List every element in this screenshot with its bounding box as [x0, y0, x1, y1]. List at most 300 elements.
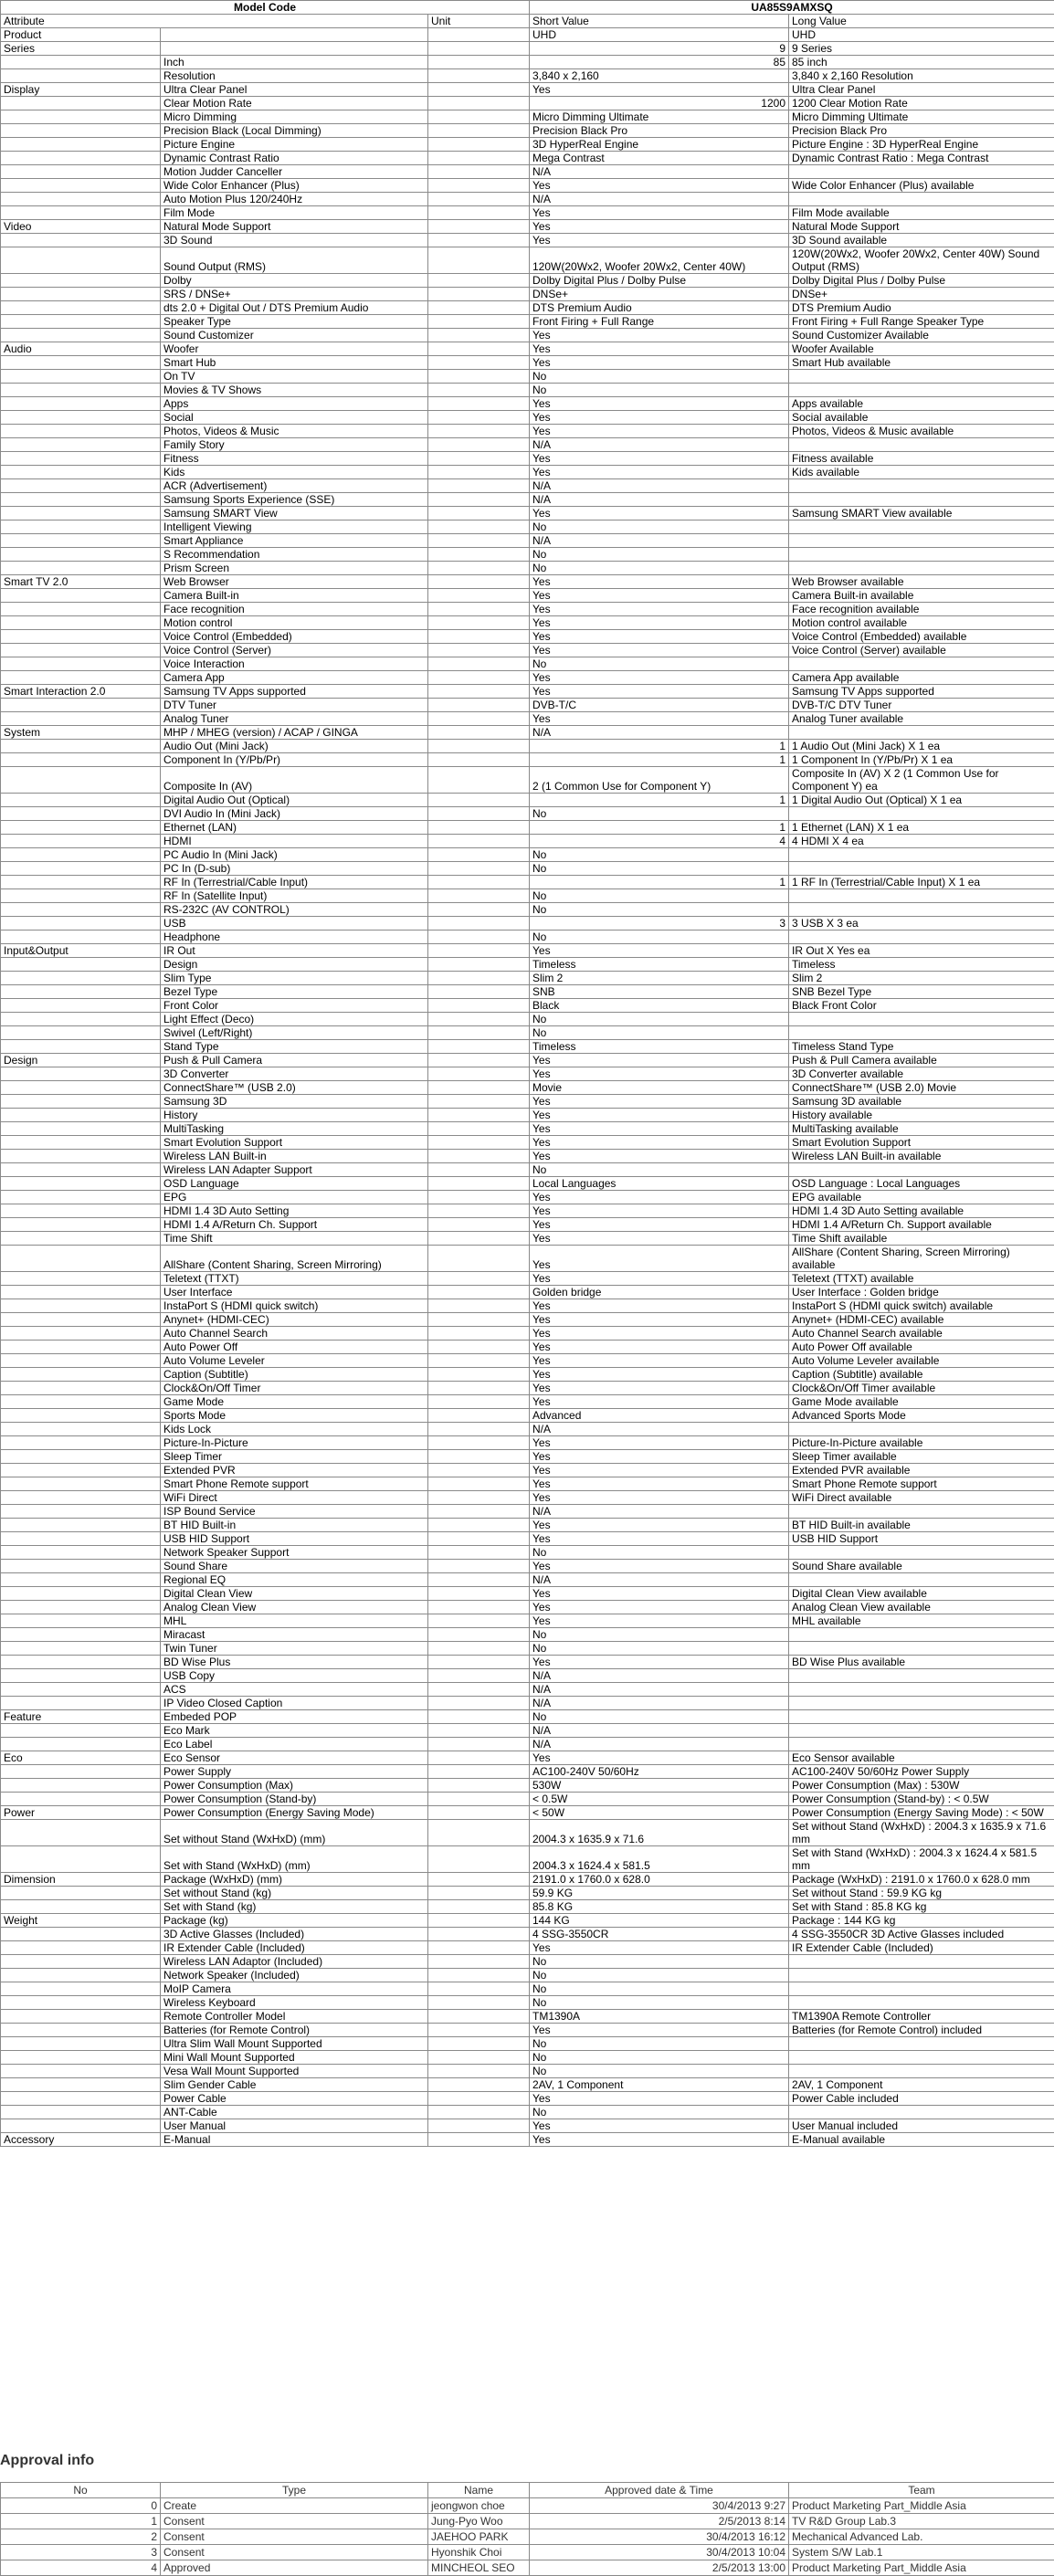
spec-category [1, 1519, 161, 1532]
spec-row [1, 1969, 1054, 1982]
spec-short-value: UHD [530, 28, 789, 42]
spec-long-value [789, 1710, 1054, 1724]
spec-short-value: Local Languages [530, 1177, 789, 1191]
spec-unit [428, 1751, 530, 1765]
spec-short-value: DTS Premium Audio [530, 301, 789, 315]
spec-long-value: MHL available [789, 1614, 1054, 1628]
spec-short-value: Advanced [530, 1409, 789, 1423]
approval-name: JAEHOO PARK [428, 2529, 530, 2545]
spec-attribute: InstaPort S (HDMI quick switch) [161, 1299, 428, 1313]
spec-attribute: Power Consumption (Stand-by) [161, 1793, 428, 1806]
spec-short-value: Yes [530, 671, 789, 685]
spec-short-value: 3,840 x 2,160 [530, 69, 789, 83]
spec-short-value: No [530, 1163, 789, 1177]
spec-short-value: N/A [530, 438, 789, 452]
spec-category [1, 179, 161, 193]
spec-long-value: Timeless [789, 958, 1054, 972]
spec-short-value: Yes [530, 1191, 789, 1204]
spec-attribute: Caption (Subtitle) [161, 1368, 428, 1382]
spec-category [1, 1900, 161, 1914]
spec-short-value: Yes [530, 329, 789, 342]
spec-long-value [789, 1026, 1054, 1040]
spec-row [1, 1491, 1054, 1505]
spec-short-value: No [530, 862, 789, 876]
spec-long-value: 120W(20Wx2, Woofer 20Wx2, Center 40W) Sound Output (RMS) [789, 247, 1054, 274]
spec-category [1, 1382, 161, 1395]
spec-long-value [789, 1969, 1054, 1982]
spec-row [1, 1519, 1054, 1532]
spec-short-value: Dolby Digital Plus / Dolby Pulse [530, 274, 789, 288]
spec-long-value: Auto Power Off available [789, 1341, 1054, 1354]
spec-short-value: Yes [530, 2024, 789, 2037]
spec-short-value: DNSe+ [530, 288, 789, 301]
spec-attribute: Miracast [161, 1628, 428, 1642]
approval-team: System S/W Lab.1 [789, 2545, 1054, 2560]
spec-unit [428, 1779, 530, 1793]
approval-row [1, 2560, 1054, 2576]
spec-short-value: Yes [530, 630, 789, 644]
spec-long-value: Motion control available [789, 616, 1054, 630]
spec-row [1, 1642, 1054, 1656]
spec-unit [428, 562, 530, 575]
spec-category [1, 1941, 161, 1955]
spec-unit [428, 2037, 530, 2051]
approval-no: 1 [1, 2514, 161, 2529]
spec-long-value: Camera App available [789, 671, 1054, 685]
spec-row [1, 1109, 1054, 1122]
spec-attribute: Camera App [161, 671, 428, 685]
spec-row [1, 1313, 1054, 1327]
spec-short-value: 3 [530, 917, 789, 931]
spec-category: Smart TV 2.0 [1, 575, 161, 589]
spec-unit [428, 972, 530, 985]
spec-row [1, 1136, 1054, 1150]
spec-long-value: Analog Clean View available [789, 1601, 1054, 1614]
spec-category: Product [1, 28, 161, 42]
spec-row [1, 329, 1054, 342]
spec-long-value: Eco Sensor available [789, 1751, 1054, 1765]
spec-attribute: AllShare (Content Sharing, Screen Mirroring) [161, 1246, 428, 1272]
spec-category [1, 616, 161, 630]
spec-row [1, 2037, 1054, 2051]
spec-long-value: 3D Sound available [789, 234, 1054, 247]
spec-category [1, 479, 161, 493]
spec-unit [428, 1914, 530, 1928]
spec-attribute: Speaker Type [161, 315, 428, 329]
spec-short-value: Yes [530, 1150, 789, 1163]
spec-short-value: Yes [530, 1587, 789, 1601]
spec-row [1, 726, 1054, 740]
spec-long-value: Package (WxHxD) : 2191.0 x 1760.0 x 628.0 mm [789, 1873, 1054, 1887]
spec-attribute: Analog Tuner [161, 712, 428, 726]
spec-row [1, 1765, 1054, 1779]
spec-unit [428, 1272, 530, 1286]
spec-attribute: Clock&On/Off Timer [161, 1382, 428, 1395]
spec-long-value: BD Wise Plus available [789, 1656, 1054, 1669]
spec-unit [428, 767, 530, 794]
spec-unit [428, 138, 530, 152]
approval-team: Mechanical Advanced Lab. [789, 2529, 1054, 2545]
spec-attribute: MoIP Camera [161, 1982, 428, 1996]
spec-short-value: Black [530, 999, 789, 1013]
spec-row [1, 138, 1054, 152]
spec-long-value: DNSe+ [789, 288, 1054, 301]
spec-category [1, 97, 161, 110]
spec-row [1, 274, 1054, 288]
model-code-value: UA85S9AMXSQ [530, 1, 1054, 15]
spec-row [1, 1218, 1054, 1232]
spec-short-value: 2004.3 x 1635.9 x 71.6 [530, 1820, 789, 1846]
spec-attribute: Stand Type [161, 1040, 428, 1054]
spec-category [1, 288, 161, 301]
spec-long-value: Black Front Color [789, 999, 1054, 1013]
spec-attribute: E-Manual [161, 2133, 428, 2147]
spec-long-value: User Manual included [789, 2119, 1054, 2133]
spec-category [1, 1928, 161, 1941]
spec-row [1, 807, 1054, 821]
spec-short-value: 9 [530, 42, 789, 56]
spec-long-value: UHD [789, 28, 1054, 42]
spec-long-value: Power Cable included [789, 2092, 1054, 2106]
spec-long-value: Timeless Stand Type [789, 1040, 1054, 1054]
spec-short-value: Movie [530, 1081, 789, 1095]
spec-short-value: Yes [530, 452, 789, 466]
spec-long-value: Power Consumption (Energy Saving Mode) : < 50W [789, 1806, 1054, 1820]
spec-row [1, 1081, 1054, 1095]
spec-long-value [789, 370, 1054, 384]
spec-unit [428, 247, 530, 274]
spec-long-value: Sound Customizer Available [789, 329, 1054, 342]
spec-row [1, 1587, 1054, 1601]
spec-category: Audio [1, 342, 161, 356]
spec-row [1, 479, 1054, 493]
spec-unit [428, 835, 530, 848]
spec-short-value: 144 KG [530, 1914, 789, 1928]
spec-long-value: ConnectShare™ (USB 2.0) Movie [789, 1081, 1054, 1095]
spec-attribute: Resolution [161, 69, 428, 83]
approval-team: TV R&D Group Lab.3 [789, 2514, 1054, 2529]
spec-short-value: Yes [530, 1601, 789, 1614]
spec-short-value: 120W(20Wx2, Woofer 20Wx2, Center 40W) [530, 247, 789, 274]
spec-unit [428, 1354, 530, 1368]
spec-long-value: Social available [789, 411, 1054, 425]
spec-row [1, 507, 1054, 520]
spec-unit [428, 1532, 530, 1546]
spec-unit [428, 1546, 530, 1560]
spec-attribute: Samsung Sports Experience (SSE) [161, 493, 428, 507]
spec-category [1, 1683, 161, 1697]
spec-long-value [789, 384, 1054, 397]
spec-attribute: Digital Clean View [161, 1587, 428, 1601]
spec-short-value: Yes [530, 1614, 789, 1628]
spec-short-value: No [530, 1996, 789, 2010]
spec-unit [428, 152, 530, 165]
spec-long-value: Kids available [789, 466, 1054, 479]
spec-unit [428, 1368, 530, 1382]
spec-unit [428, 712, 530, 726]
spec-long-value: Auto Channel Search available [789, 1327, 1054, 1341]
spec-long-value [789, 479, 1054, 493]
spec-attribute: Analog Clean View [161, 1601, 428, 1614]
spec-category: Weight [1, 1914, 161, 1928]
spec-category [1, 2106, 161, 2119]
approval-col-name: Name [428, 2483, 530, 2498]
spec-long-value: Advanced Sports Mode [789, 1409, 1054, 1423]
spec-long-value: Set without Stand : 59.9 KG kg [789, 1887, 1054, 1900]
spec-unit [428, 1683, 530, 1697]
spec-unit [428, 493, 530, 507]
spec-category [1, 452, 161, 466]
spec-row [1, 1191, 1054, 1204]
spec-row [1, 876, 1054, 889]
spec-long-value: Film Mode available [789, 206, 1054, 220]
spec-category [1, 2119, 161, 2133]
spec-unit [428, 56, 530, 69]
spec-row [1, 1560, 1054, 1573]
spec-attribute: HDMI 1.4 3D Auto Setting [161, 1204, 428, 1218]
spec-short-value: 59.9 KG [530, 1887, 789, 1900]
spec-category [1, 931, 161, 944]
spec-category [1, 1095, 161, 1109]
spec-long-value: History available [789, 1109, 1054, 1122]
spec-row [1, 671, 1054, 685]
spec-row [1, 1779, 1054, 1793]
spec-unit [428, 1204, 530, 1218]
spec-short-value: No [530, 889, 789, 903]
spec-row [1, 206, 1054, 220]
spec-row [1, 1887, 1054, 1900]
spec-row [1, 753, 1054, 767]
spec-unit [428, 1765, 530, 1779]
spec-row [1, 1450, 1054, 1464]
spec-attribute: Auto Motion Plus 120/240Hz [161, 193, 428, 206]
approval-date: 30/4/2013 9:27 [530, 2498, 789, 2514]
spec-row [1, 1286, 1054, 1299]
spec-unit [428, 452, 530, 466]
spec-unit [428, 575, 530, 589]
spec-category [1, 767, 161, 794]
spec-attribute: Regional EQ [161, 1573, 428, 1587]
spec-row [1, 616, 1054, 630]
spec-short-value: 2004.3 x 1624.4 x 581.5 [530, 1846, 789, 1873]
spec-row [1, 83, 1054, 97]
spec-long-value: OSD Language : Local Languages [789, 1177, 1054, 1191]
spec-row [1, 1382, 1054, 1395]
spec-row [1, 1900, 1054, 1914]
spec-short-value: Slim 2 [530, 972, 789, 985]
spec-row [1, 548, 1054, 562]
spec-long-value [789, 2051, 1054, 2065]
spec-row [1, 534, 1054, 548]
spec-category [1, 1546, 161, 1560]
spec-attribute: Twin Tuner [161, 1642, 428, 1656]
spec-attribute: Kids [161, 466, 428, 479]
spec-attribute: Sports Mode [161, 1409, 428, 1423]
spec-long-value [789, 1163, 1054, 1177]
spec-attribute: Mini Wall Mount Supported [161, 2051, 428, 2065]
spec-unit [428, 274, 530, 288]
spec-long-value: Analog Tuner available [789, 712, 1054, 726]
spec-long-value: Extended PVR available [789, 1464, 1054, 1477]
spec-long-value [789, 1423, 1054, 1436]
spec-unit [428, 1587, 530, 1601]
spec-row [1, 1395, 1054, 1409]
spec-long-value [789, 1738, 1054, 1751]
spec-long-value: 9 Series [789, 42, 1054, 56]
spec-short-value: 2 (1 Common Use for Component Y) [530, 767, 789, 794]
approval-date: 2/5/2013 13:00 [530, 2560, 789, 2576]
spec-short-value: AC100-240V 50/60Hz [530, 1765, 789, 1779]
spec-attribute: IR Out [161, 944, 428, 958]
spec-attribute: Dynamic Contrast Ratio [161, 152, 428, 165]
spec-long-value: Woofer Available [789, 342, 1054, 356]
spec-category [1, 1779, 161, 1793]
spec-row [1, 1423, 1054, 1436]
spec-category [1, 1204, 161, 1218]
spec-attribute: Power Cable [161, 2092, 428, 2106]
spec-unit [428, 370, 530, 384]
spec-category [1, 835, 161, 848]
spec-category [1, 876, 161, 889]
spec-category [1, 520, 161, 534]
spec-row [1, 1532, 1054, 1546]
spec-unit [428, 944, 530, 958]
spec-unit [428, 1409, 530, 1423]
spec-row [1, 1793, 1054, 1806]
spec-category [1, 507, 161, 520]
spec-short-value: No [530, 370, 789, 384]
spec-short-value: Yes [530, 1450, 789, 1464]
spec-long-value: E-Manual available [789, 2133, 1054, 2147]
spec-attribute: Set with Stand (kg) [161, 1900, 428, 1914]
spec-row [1, 931, 1054, 944]
approval-header-row [1, 2483, 1054, 2498]
spec-long-value: Face recognition available [789, 603, 1054, 616]
spec-unit [428, 2133, 530, 2147]
spec-category [1, 1040, 161, 1054]
spec-attribute: MHP / MHEG (version) / ACAP / GINGA [161, 726, 428, 740]
spec-unit [428, 1710, 530, 1724]
spec-category [1, 1846, 161, 1873]
spec-long-value: 1 Audio Out (Mini Jack) X 1 ea [789, 740, 1054, 753]
spec-unit [428, 862, 530, 876]
spec-unit [428, 1614, 530, 1628]
spec-category [1, 356, 161, 370]
spec-long-value: Voice Control (Server) available [789, 644, 1054, 657]
spec-row [1, 2024, 1054, 2037]
spec-row [1, 179, 1054, 193]
spec-long-value [789, 2065, 1054, 2078]
spec-long-value: BT HID Built-in available [789, 1519, 1054, 1532]
spec-long-value: Set with Stand (WxHxD) : 2004.3 x 1624.4 x 581.5 mm [789, 1846, 1054, 1873]
spec-long-value: 4 HDMI X 4 ea [789, 835, 1054, 848]
spec-unit [428, 958, 530, 972]
spec-attribute: Clear Motion Rate [161, 97, 428, 110]
spec-row [1, 1246, 1054, 1272]
spec-short-value: Yes [530, 1067, 789, 1081]
spec-unit [428, 794, 530, 807]
spec-short-value: Yes [530, 1519, 789, 1532]
spec-long-value: MultiTasking available [789, 1122, 1054, 1136]
spec-unit [428, 1054, 530, 1067]
spec-short-value: Yes [530, 1218, 789, 1232]
spec-row [1, 2010, 1054, 2024]
spec-short-value: 3D HyperReal Engine [530, 138, 789, 152]
spec-long-value: InstaPort S (HDMI quick switch) available [789, 1299, 1054, 1313]
spec-long-value: Photos, Videos & Music available [789, 425, 1054, 438]
spec-attribute: PC Audio In (Mini Jack) [161, 848, 428, 862]
spec-long-value: 3,840 x 2,160 Resolution [789, 69, 1054, 83]
spec-short-value: 2191.0 x 1760.0 x 628.0 [530, 1873, 789, 1887]
spec-attribute: Power Consumption (Energy Saving Mode) [161, 1806, 428, 1820]
spec-attribute: Ultra Slim Wall Mount Supported [161, 2037, 428, 2051]
spec-unit [428, 1491, 530, 1505]
approval-no: 2 [1, 2529, 161, 2545]
spec-unit [428, 1450, 530, 1464]
spec-category [1, 972, 161, 985]
spec-long-value: 1 Component In (Y/Pb/Pr) X 1 ea [789, 753, 1054, 767]
spec-long-value: Samsung 3D available [789, 1095, 1054, 1109]
spec-unit [428, 1423, 530, 1436]
spec-row [1, 1341, 1054, 1354]
spec-long-value: Slim 2 [789, 972, 1054, 985]
spec-row [1, 1177, 1054, 1191]
spec-unit [428, 110, 530, 124]
spec-attribute: Film Mode [161, 206, 428, 220]
spec-category [1, 1081, 161, 1095]
spec-unit [428, 1573, 530, 1587]
spec-row [1, 1095, 1054, 1109]
spec-attribute: Eco Sensor [161, 1751, 428, 1765]
spec-unit [428, 1095, 530, 1109]
spec-long-value [789, 931, 1054, 944]
spec-row [1, 2119, 1054, 2133]
spec-short-value: Yes [530, 397, 789, 411]
spec-category: Design [1, 1054, 161, 1067]
spec-short-value: No [530, 562, 789, 575]
spec-row [1, 247, 1054, 274]
spec-unit [428, 848, 530, 862]
spec-row [1, 1477, 1054, 1491]
spec-row [1, 848, 1054, 862]
spec-attribute [161, 42, 428, 56]
spec-unit [428, 807, 530, 821]
spec-category [1, 589, 161, 603]
spec-unit [428, 1820, 530, 1846]
spec-attribute: WiFi Direct [161, 1491, 428, 1505]
spec-long-value [789, 903, 1054, 917]
spec-unit [428, 384, 530, 397]
spec-long-value [789, 193, 1054, 206]
spec-long-value [789, 1724, 1054, 1738]
spec-category [1, 315, 161, 329]
approval-row [1, 2529, 1054, 2545]
spec-category [1, 1614, 161, 1628]
spec-long-value: Sleep Timer available [789, 1450, 1054, 1464]
spec-category [1, 1477, 161, 1491]
spec-unit [428, 1724, 530, 1738]
spec-attribute: Samsung TV Apps supported [161, 685, 428, 699]
spec-long-value: Power Consumption (Max) : 530W [789, 1779, 1054, 1793]
spec-short-value: Yes [530, 1395, 789, 1409]
spec-short-value: Yes [530, 1368, 789, 1382]
spec-row [1, 917, 1054, 931]
spec-row [1, 411, 1054, 425]
spec-category: Dimension [1, 1873, 161, 1887]
spec-category [1, 138, 161, 152]
spec-unit [428, 726, 530, 740]
spec-long-value [789, 2106, 1054, 2119]
